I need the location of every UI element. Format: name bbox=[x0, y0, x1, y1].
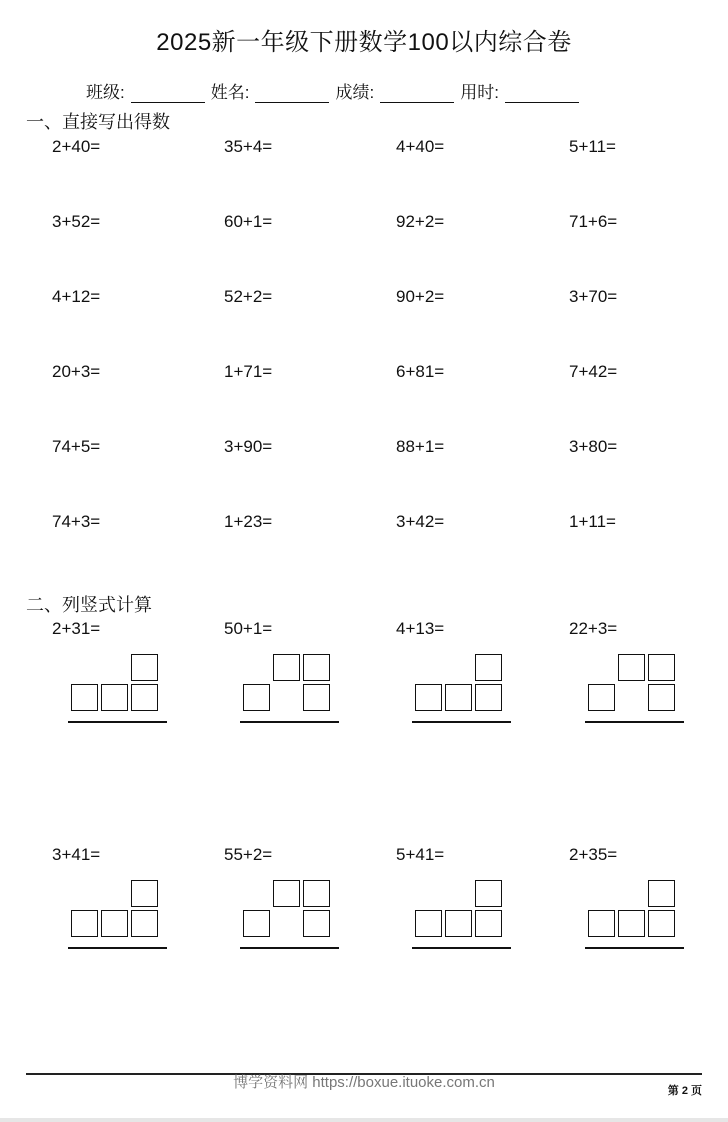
vertical-problem: 5+41= bbox=[396, 845, 445, 864]
result-line bbox=[412, 721, 511, 723]
answer-box[interactable] bbox=[71, 684, 98, 711]
answer-box[interactable] bbox=[243, 910, 270, 937]
answer-box[interactable] bbox=[648, 880, 675, 907]
student-info-row bbox=[86, 78, 585, 103]
oral-problem: 60+1= bbox=[224, 212, 273, 231]
oral-problem: 6+81= bbox=[396, 362, 445, 381]
page-edge bbox=[0, 1118, 728, 1122]
answer-box[interactable] bbox=[475, 684, 502, 711]
vertical-problem: 50+1= bbox=[224, 619, 273, 638]
result-line bbox=[68, 721, 167, 723]
oral-problem: 7+42= bbox=[569, 362, 618, 381]
answer-box[interactable] bbox=[273, 880, 300, 907]
result-line bbox=[585, 947, 684, 949]
class-label: 班级: bbox=[86, 83, 125, 102]
result-line bbox=[240, 721, 339, 723]
vertical-problem: 22+3= bbox=[569, 619, 618, 638]
watermark: 博学资料网 https://boxue.ituoke.com.cn bbox=[233, 1074, 495, 1091]
result-line bbox=[68, 947, 167, 949]
oral-problem: 88+1= bbox=[396, 437, 445, 456]
answer-box[interactable] bbox=[131, 684, 158, 711]
oral-problem: 52+2= bbox=[224, 287, 273, 306]
oral-problem: 71+6= bbox=[569, 212, 618, 231]
answer-box[interactable] bbox=[475, 910, 502, 937]
oral-problem: 1+11= bbox=[569, 512, 616, 531]
oral-problem: 20+3= bbox=[52, 362, 101, 381]
oral-problem: 3+70= bbox=[569, 287, 618, 306]
section1-heading: 一、直接写出得数 bbox=[26, 112, 170, 132]
answer-box[interactable] bbox=[303, 654, 330, 681]
result-line bbox=[240, 947, 339, 949]
page-number: 第 2 页 bbox=[667, 1085, 702, 1097]
answer-box[interactable] bbox=[303, 684, 330, 711]
answer-box[interactable] bbox=[303, 880, 330, 907]
oral-problem: 74+3= bbox=[52, 512, 101, 531]
page-title: 2025新一年级下册数学100以内综合卷 bbox=[156, 29, 572, 56]
vertical-problem: 3+41= bbox=[52, 845, 101, 864]
answer-box[interactable] bbox=[71, 910, 98, 937]
answer-box[interactable] bbox=[101, 684, 128, 711]
score-label: 成绩: bbox=[335, 83, 375, 102]
answer-box[interactable] bbox=[648, 654, 675, 681]
answer-box[interactable] bbox=[588, 684, 615, 711]
vertical-problem: 4+13= bbox=[396, 619, 445, 638]
result-line bbox=[412, 947, 511, 949]
oral-problem: 74+5= bbox=[52, 437, 101, 456]
answer-box[interactable] bbox=[101, 910, 128, 937]
vertical-problem: 2+31= bbox=[52, 619, 101, 638]
time-label: 用时: bbox=[460, 83, 499, 102]
oral-problem: 90+2= bbox=[396, 287, 445, 306]
answer-box[interactable] bbox=[415, 684, 442, 711]
oral-problem: 1+23= bbox=[224, 512, 273, 531]
oral-problem: 4+40= bbox=[396, 137, 445, 156]
time-field[interactable] bbox=[505, 84, 579, 103]
answer-box[interactable] bbox=[445, 910, 472, 937]
answer-box[interactable] bbox=[131, 910, 158, 937]
answer-box[interactable] bbox=[475, 654, 502, 681]
answer-box[interactable] bbox=[131, 880, 158, 907]
answer-box[interactable] bbox=[303, 910, 330, 937]
result-line bbox=[585, 721, 684, 723]
oral-problem: 3+42= bbox=[396, 512, 445, 531]
answer-box[interactable] bbox=[273, 654, 300, 681]
answer-box[interactable] bbox=[415, 910, 442, 937]
answer-box[interactable] bbox=[588, 910, 615, 937]
vertical-problem: 2+35= bbox=[569, 845, 618, 864]
answer-box[interactable] bbox=[131, 654, 158, 681]
oral-problem: 3+90= bbox=[224, 437, 273, 456]
oral-problem: 5+11= bbox=[569, 137, 616, 156]
oral-problem: 2+40= bbox=[52, 137, 101, 156]
vertical-problem: 55+2= bbox=[224, 845, 273, 864]
name-field[interactable] bbox=[255, 84, 329, 103]
answer-box[interactable] bbox=[648, 910, 675, 937]
oral-problem: 1+71= bbox=[224, 362, 273, 381]
answer-box[interactable] bbox=[475, 880, 502, 907]
oral-problem: 3+52= bbox=[52, 212, 101, 231]
answer-box[interactable] bbox=[618, 910, 645, 937]
answer-box[interactable] bbox=[243, 684, 270, 711]
oral-problem: 35+4= bbox=[224, 137, 273, 156]
answer-box[interactable] bbox=[445, 684, 472, 711]
name-label: 姓名: bbox=[210, 83, 250, 102]
section2-heading: 二、列竖式计算 bbox=[26, 595, 152, 615]
score-field[interactable] bbox=[380, 84, 454, 103]
answer-box[interactable] bbox=[648, 684, 675, 711]
answer-box[interactable] bbox=[618, 654, 645, 681]
oral-problem: 92+2= bbox=[396, 212, 445, 231]
class-field[interactable] bbox=[131, 84, 205, 103]
oral-problem: 4+12= bbox=[52, 287, 101, 306]
oral-problem: 3+80= bbox=[569, 437, 618, 456]
